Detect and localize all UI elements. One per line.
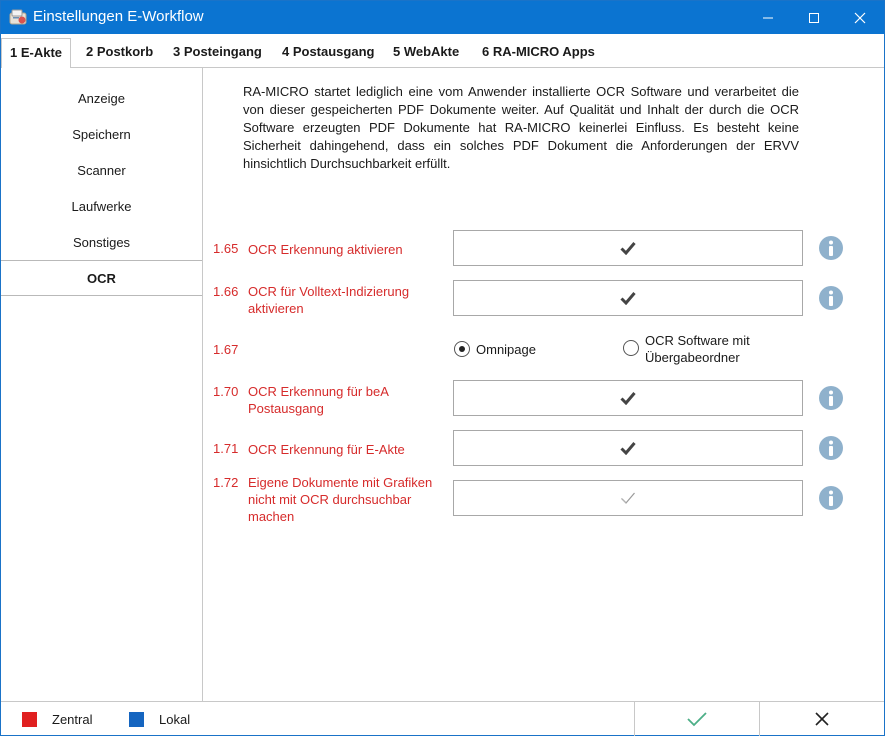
tab-postausgang[interactable]: 4 Postausgang <box>282 44 375 59</box>
ok-button[interactable] <box>634 702 759 736</box>
info-icon[interactable] <box>818 435 844 461</box>
minimize-button[interactable] <box>745 1 791 34</box>
setting-number: 1.66 <box>213 284 239 299</box>
tab-e-akte[interactable]: 1 E-Akte <box>1 38 71 69</box>
info-icon[interactable] <box>818 485 844 511</box>
checkmark-icon <box>620 491 636 505</box>
maximize-icon <box>808 12 820 24</box>
setting-label-volltext: OCR für Volltext-Indizierung aktivieren <box>248 284 410 316</box>
sidebar-item-ocr[interactable]: OCR <box>1 260 202 296</box>
info-icon[interactable] <box>818 285 844 311</box>
setting-label-grafiken: Eigene Dokumente mit Grafiken nicht mit OCR durchsuchbar machen <box>248 475 433 524</box>
workflow-app-icon <box>9 8 27 26</box>
ocr-settings-panel <box>204 68 884 701</box>
ocr-erkennung-checkbox[interactable] <box>453 230 803 266</box>
volltext-indizierung-checkbox[interactable] <box>453 280 803 316</box>
radio-omnipage-label: Omnipage <box>476 342 536 357</box>
info-icon[interactable] <box>818 235 844 261</box>
sidebar-item-scanner[interactable]: Scanner <box>77 163 126 178</box>
title-bar <box>1 1 884 34</box>
legend-label-zentral: Zentral <box>52 712 93 727</box>
close-icon <box>814 711 830 727</box>
checkmark-icon <box>620 391 636 405</box>
info-icon[interactable] <box>818 385 844 411</box>
setting-label-bea-postausgang: OCR Erkennung für beA Postausgang <box>248 384 389 416</box>
bea-postausgang-checkbox[interactable] <box>453 380 803 416</box>
checkmark-icon <box>686 711 708 727</box>
checkmark-icon <box>620 291 636 305</box>
radio-uebergabeordner-label: OCR Software mit Übergabeordner <box>645 333 750 365</box>
maximize-button[interactable] <box>791 1 837 34</box>
setting-number: 1.65 <box>213 241 239 256</box>
ocr-disclaimer-text: RA-MICRO startet lediglich eine vom Anwender installierte OCR Software und verarbeitet die von dieser gespeicherten PDF Dokumente weiter. Auf Qualität und Inhalt der durch die OCR Software erzeugten PDF Dokumente hat RA-MICRO keinerlei Einfluss. Es besteht keine Sicherheit dahingehend, dass ein solches PDF Dokument die Anforderungen der ERVV hinsichtlich Durchsuchbarkeit erfüllt. <box>243 84 799 171</box>
e-akte-checkbox[interactable] <box>453 430 803 466</box>
window-title: Einstellungen E-Workflow <box>33 8 204 25</box>
close-icon <box>854 12 866 24</box>
tab-ra-micro-apps[interactable]: 6 RA-MICRO Apps <box>482 44 595 59</box>
minimize-icon <box>762 12 774 24</box>
legend-swatch-zentral <box>22 712 37 727</box>
tab-bar <box>1 34 884 68</box>
checkmark-icon <box>620 241 636 255</box>
radio-omnipage-indicator <box>454 341 470 357</box>
checkmark-icon <box>620 441 636 455</box>
footer-bar <box>1 701 884 735</box>
grafiken-ocr-checkbox[interactable] <box>453 480 803 516</box>
sidebar-item-sonstiges[interactable]: Sonstiges <box>72 235 131 250</box>
sidebar-item-speichern[interactable]: Speichern <box>72 127 131 142</box>
radio-omnipage[interactable] <box>454 341 536 358</box>
setting-number: 1.70 <box>213 384 239 399</box>
legend-swatch-lokal <box>129 712 144 727</box>
tab-postkorb[interactable]: 2 Postkorb <box>86 44 154 59</box>
sidebar-item-anzeige[interactable]: Anzeige <box>78 91 125 106</box>
legend-label-lokal: Lokal <box>159 712 191 727</box>
setting-label-e-akte: OCR Erkennung für E-Akte <box>248 442 405 457</box>
setting-number: 1.71 <box>213 441 239 456</box>
cancel-button[interactable] <box>759 702 884 736</box>
radio-ocr-software-uebergabeordner[interactable] <box>623 332 773 366</box>
radio-uebergabeordner-indicator <box>623 340 639 356</box>
sidebar <box>1 68 203 701</box>
tab-webakte[interactable]: 5 WebAkte <box>393 44 460 59</box>
tab-posteingang[interactable]: 3 Posteingang <box>173 44 262 59</box>
setting-number: 1.67 <box>213 342 239 357</box>
close-window-button[interactable] <box>837 1 883 34</box>
setting-number: 1.72 <box>213 475 239 490</box>
setting-label-ocr-erkennung: OCR Erkennung aktivieren <box>248 242 403 257</box>
sidebar-item-laufwerke[interactable]: Laufwerke <box>71 199 132 214</box>
